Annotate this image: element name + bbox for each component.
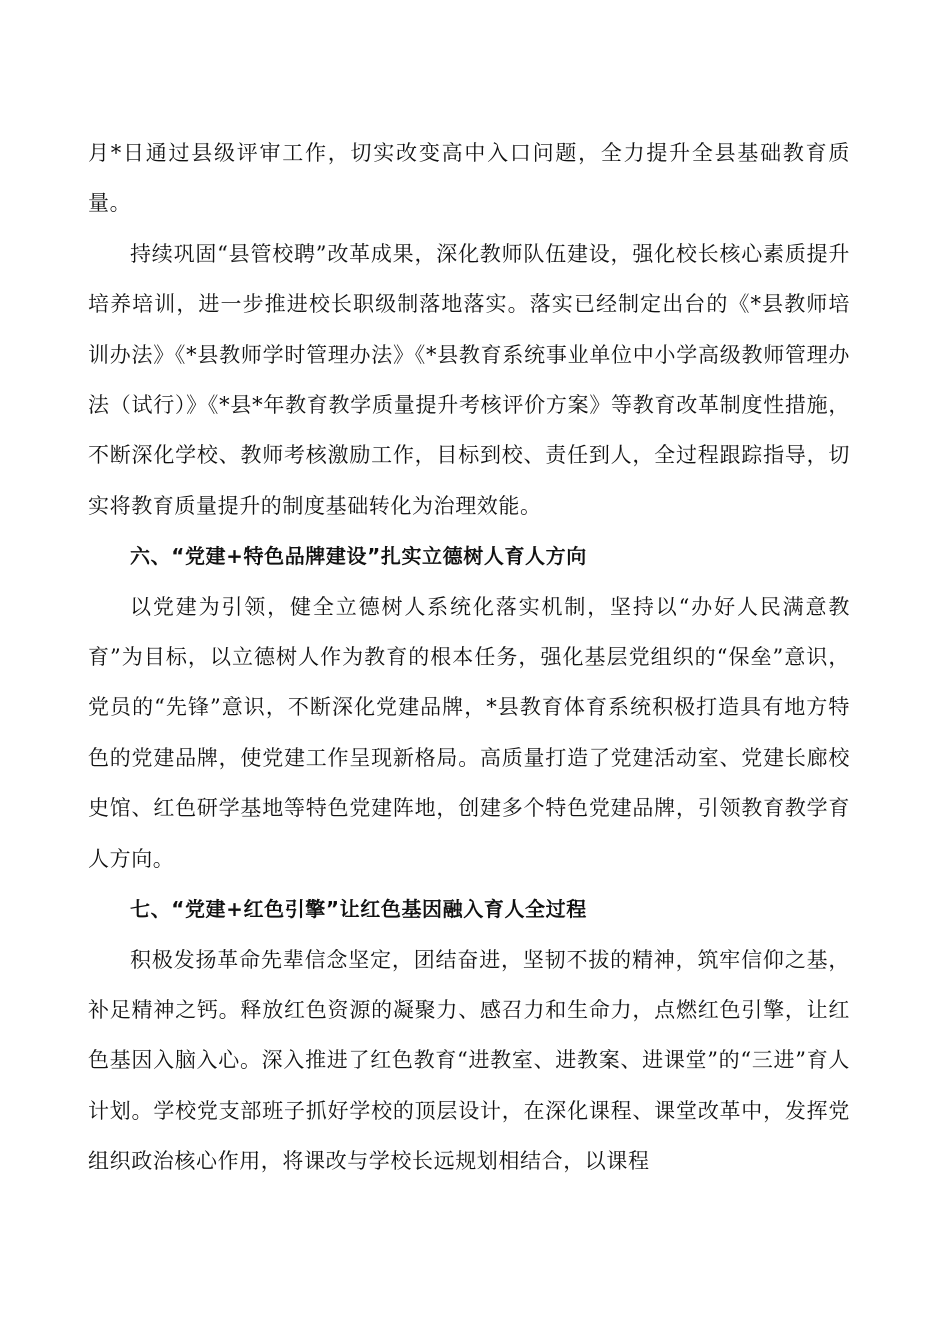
paragraph-red-engine: 积极发扬革命先辈信念坚定，团结奋进，坚韧不拔的精神，筑牢信仰之基，补足精神之钙。释放红色资源的凝聚力、感召力和生命力，点燃红色引擎，让红色基因入脑入心。深入推进了红色教育“进教室、进教案、进课堂”的“三进”育人计划。学校党支部班子抓好学校的顶层设计，在深化课程、课堂改革中，发挥党组织政治核心作用，将课改与学校长远规划相结合，以课程 — [88, 947, 850, 1174]
section-heading-seven: 七、“党建+红色引擎”让红色基因融入育人全过程 — [130, 897, 587, 922]
document-body — [88, 128, 850, 1187]
paragraph-party-building: 以党建为引领，健全立德树人系统化落实机制，坚持以“办好人民满意教育”为目标，以立德树人作为教育的根本任务，强化基层党组织的“保垒”意识，党员的“先锋”意识，不断深化党建品牌，*县教育体育系统积极打造具有地方特色的党建品牌，使党建工作呈现新格局。高质量打造了党建活动室、党建长廊校史馆、红色研学基地等特色党建阵地，创建多个特色党建品牌，引领教育教学育人方向。 — [88, 594, 850, 871]
paragraph-continuation: 月*日通过县级评审工作，切实改变高中入口问题，全力提升全县基础教育质量。 — [88, 141, 850, 216]
paragraph-teacher-reform: 持续巩固“县管校聘”改革成果，深化教师队伍建设，强化校长核心素质提升培养培训，进一步推进校长职级制落地落实。落实已经制定出台的《*县教师培训办法》《*县教师学时管理办法》《*县教育系统事业单位中小学高级教师管理办法（试行）》《*县*年教育教学质量提升考核评价方案》等教育改革制度性措施，不断深化学校、教师考核激励工作，目标到校、责任到人，全过程跟踪指导，切实将教育质量提升的制度基础转化为治理效能。 — [88, 241, 850, 518]
section-heading-six: 六、“党建+特色品牌建设”扎实立德树人育人方向 — [130, 544, 587, 569]
